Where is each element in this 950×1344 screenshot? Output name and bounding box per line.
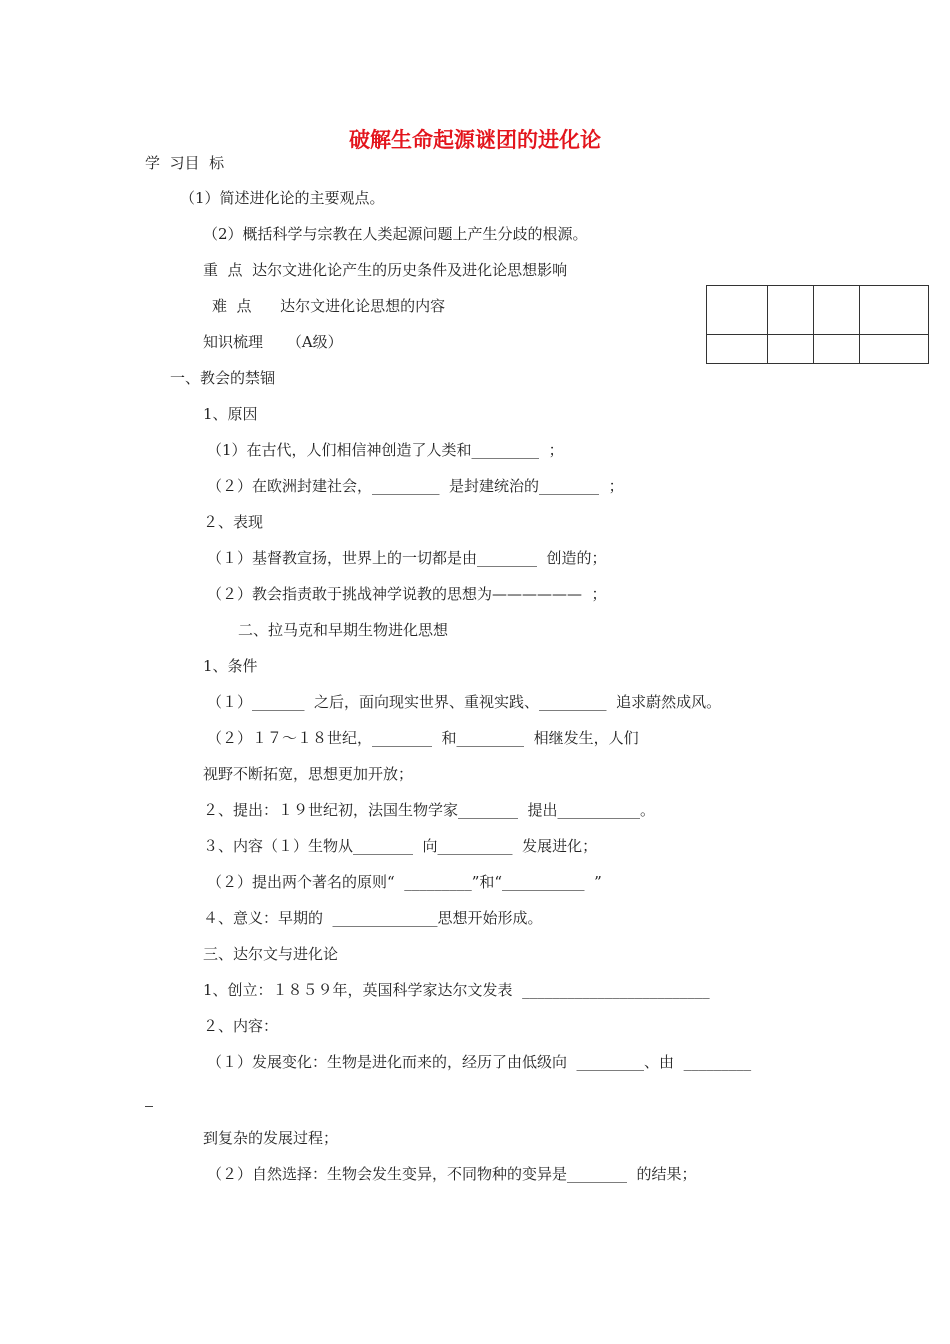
subheading-content: ２、内容： bbox=[203, 1017, 279, 1035]
knowledge-heading: 知识梳理 （A级） bbox=[203, 333, 343, 351]
section-heading-3: 三、达尔文与进化论 bbox=[203, 945, 339, 963]
fill-blank-line: ２、提出：１９世纪初，法国生物学家________ 提出___________。 bbox=[203, 801, 656, 819]
fill-blank-line: 1、创立：１８５９年，英国科学家达尔文发表 _________________________ bbox=[203, 981, 710, 999]
goal-item-1: （1）简述进化论的主要观点。 bbox=[180, 189, 385, 207]
fill-blank-line: （２）１７～１８世纪，________ 和_________ 相继发生，人们 bbox=[207, 729, 639, 747]
score-cell bbox=[860, 286, 929, 335]
section-heading-1: 一、教会的禁锢 bbox=[170, 369, 276, 387]
fill-blank-line: （２）在欧洲封建社会，_________ 是封建统治的________ ； bbox=[207, 477, 624, 495]
fill-blank-line: （２）自然选择：生物会发生变异，不同物种的变异是________ 的结果； bbox=[207, 1165, 697, 1183]
fill-blank-line: （1）在古代，人们相信神创造了人类和_________ ； bbox=[207, 441, 564, 459]
score-cell bbox=[707, 286, 768, 335]
fill-blank-line: ４、意义：早期的 ______________思想开始形成。 bbox=[203, 909, 543, 927]
difficulty-line: 难 点 达尔文进化论思想的内容 bbox=[212, 297, 446, 315]
section-heading-learning-goals: 学 习目 标 bbox=[145, 154, 225, 172]
score-table bbox=[706, 285, 929, 364]
text-line: 视野不断拓宽，思想更加开放； bbox=[203, 765, 414, 783]
fill-blank-line: ３、内容（１）生物从________ 向__________ 发展进化； bbox=[203, 837, 598, 855]
fill-blank-line: （１）发展变化：生物是进化而来的，经历了由低级向 _________、由 _________ bbox=[207, 1053, 752, 1071]
score-cell bbox=[768, 335, 814, 364]
fill-blank-line: （２）提出两个著名的原则“ _________”和“___________ ” bbox=[207, 873, 602, 891]
score-cell bbox=[814, 335, 860, 364]
subheading-cause: 1、原因 bbox=[203, 405, 258, 423]
fill-blank-line: （１）_______ 之后，面向现实世界、重视实践、_________ 追求蔚然成风。 bbox=[207, 693, 722, 711]
document-title: 破解生命起源谜团的进化论 bbox=[349, 128, 601, 152]
underline-stub bbox=[145, 1106, 153, 1107]
section-heading-2: 二、拉马克和早期生物进化思想 bbox=[238, 621, 449, 639]
score-cell bbox=[768, 286, 814, 335]
text-line: 到复杂的发展过程； bbox=[203, 1129, 339, 1147]
key-point-line: 重 点 达尔文进化论产生的历史条件及进化论思想影响 bbox=[203, 261, 568, 279]
score-table-row bbox=[707, 335, 929, 364]
fill-blank-line: （１）基督教宣扬，世界上的一切都是由________ 创造的； bbox=[207, 549, 607, 567]
subheading-manifestation: ２、表现 bbox=[203, 513, 264, 531]
fill-blank-line: （２）教会指责敢于挑战神学说教的思想为—————— ； bbox=[207, 585, 607, 603]
subheading-conditions: 1、条件 bbox=[203, 657, 258, 675]
score-cell bbox=[814, 286, 860, 335]
score-cell bbox=[707, 335, 768, 364]
score-cell bbox=[860, 335, 929, 364]
goal-item-2: （2）概括科学与宗教在人类起源问题上产生分歧的根源。 bbox=[203, 225, 588, 243]
score-table-row bbox=[707, 286, 929, 335]
